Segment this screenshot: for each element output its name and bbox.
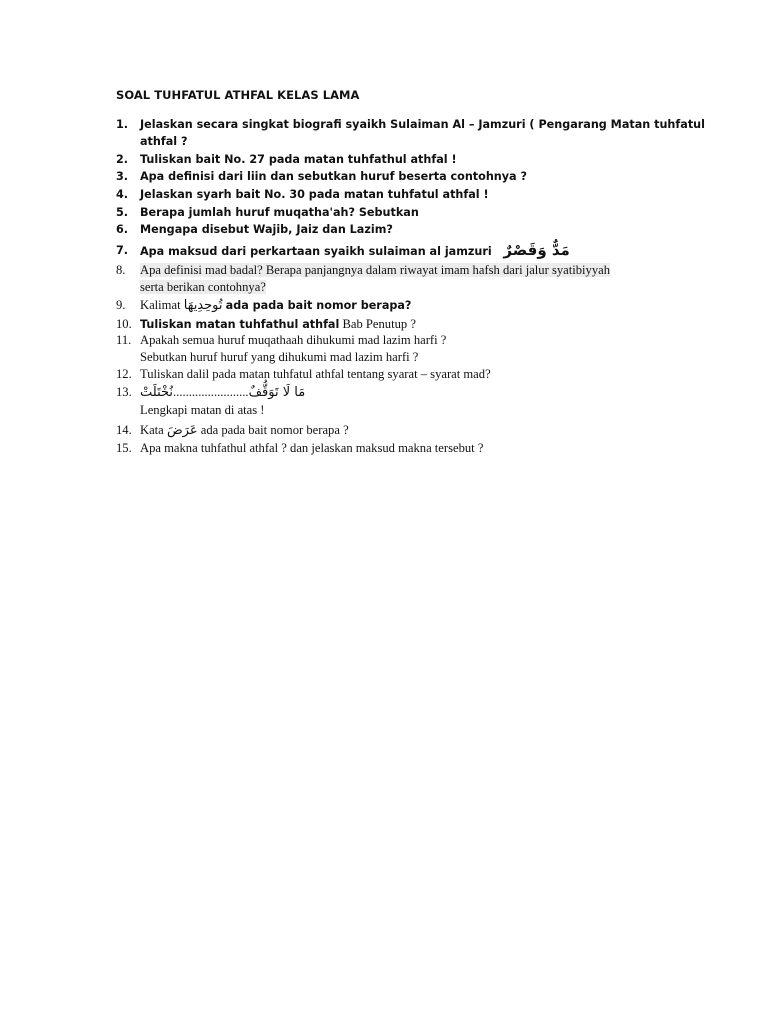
arabic-word: نُخْتَلَتْ	[140, 385, 174, 400]
question-text: Mengapa disebut Wajib, Jaiz dan Lazim?	[140, 223, 393, 236]
question-text: Apa makna tuhfathul athfal ? dan jelaskan maksud makna tersebut ?	[140, 441, 484, 455]
question-number: 7.	[116, 244, 129, 257]
question-number: 4.	[116, 188, 129, 201]
question-text: Jelaskan secara singkat biografi syaikh Sulaiman Al – Jamzuri ( Pengarang Matan tuhfatul athfal ?	[140, 118, 705, 148]
question-number: 8.	[116, 263, 126, 277]
question-text: Berapa jumlah huruf muqatha'ah? Sebutkan	[140, 206, 419, 219]
question-text: Tuliskan dalil pada matan tuhfatul athfal tentang syarat – syarat mad?	[140, 367, 491, 381]
question-text: Tuliskan matan tuhfathul athfal Bab Penutup ?	[140, 317, 416, 331]
question-number: 3.	[116, 170, 129, 183]
question-number: 5.	[116, 206, 129, 219]
question-number: 1.	[116, 118, 129, 131]
question-number: 9.	[116, 298, 126, 312]
question-text: Apakah semua huruf muqathaah dihukumi mad lazim harfi ? Sebutkan huruf huruf yang dihukumi mad lazim harfi ?	[140, 333, 447, 364]
arabic-phrase: مَدٌّ وَقَصْرٌ	[503, 241, 570, 259]
question-number: 12.	[116, 367, 132, 381]
arabic-word: عَرَضَ	[166, 423, 198, 438]
document-title: SOAL TUHFATUL ATHFAL KELAS LAMA	[116, 88, 360, 102]
question-text: Tuliskan bait No. 27 pada matan tuhfathul athfal !	[140, 153, 457, 166]
question-text: Kata عَرَضَ ada pada bait nomor berapa ?	[140, 423, 349, 438]
question-number: 15.	[116, 441, 132, 455]
question-number: 6.	[116, 223, 129, 236]
question-text: Jelaskan syarh bait No. 30 pada matan tuhfatul athfal !	[140, 188, 489, 201]
question-number: 11.	[116, 333, 132, 347]
question-text: Apa definisi mad badal? Berapa panjangnya dalam riwayat imam hafsh dari jalur syatibiyyah serta berikan contohnya?	[140, 263, 611, 294]
question-number: 13.	[116, 385, 132, 399]
question-text: Kalimat تُوحِدِيهَا ada pada bait nomor berapa?	[140, 298, 412, 313]
arabic-word: تُوحِدِيهَا	[183, 298, 223, 313]
question-number: 10.	[116, 317, 132, 331]
question-text: Apa definisi dari liin dan sebutkan huruf beserta contohnya ?	[140, 170, 527, 183]
question-number: 14.	[116, 423, 132, 437]
blank-dots: ........................	[173, 385, 249, 399]
arabic-phrase: مَا لَا تَوَقُّفٌ	[248, 385, 306, 400]
question-number: 2.	[116, 153, 129, 166]
question-text: Apa maksud dari perkartaan syaikh sulaiman al jamzuri مَدٌّ وَقَصْرٌ	[140, 241, 570, 259]
question-text: نُخْتَلَتْ........................مَا لَا تَوَقُّفٌ Lengkapi matan di atas !	[140, 385, 306, 417]
